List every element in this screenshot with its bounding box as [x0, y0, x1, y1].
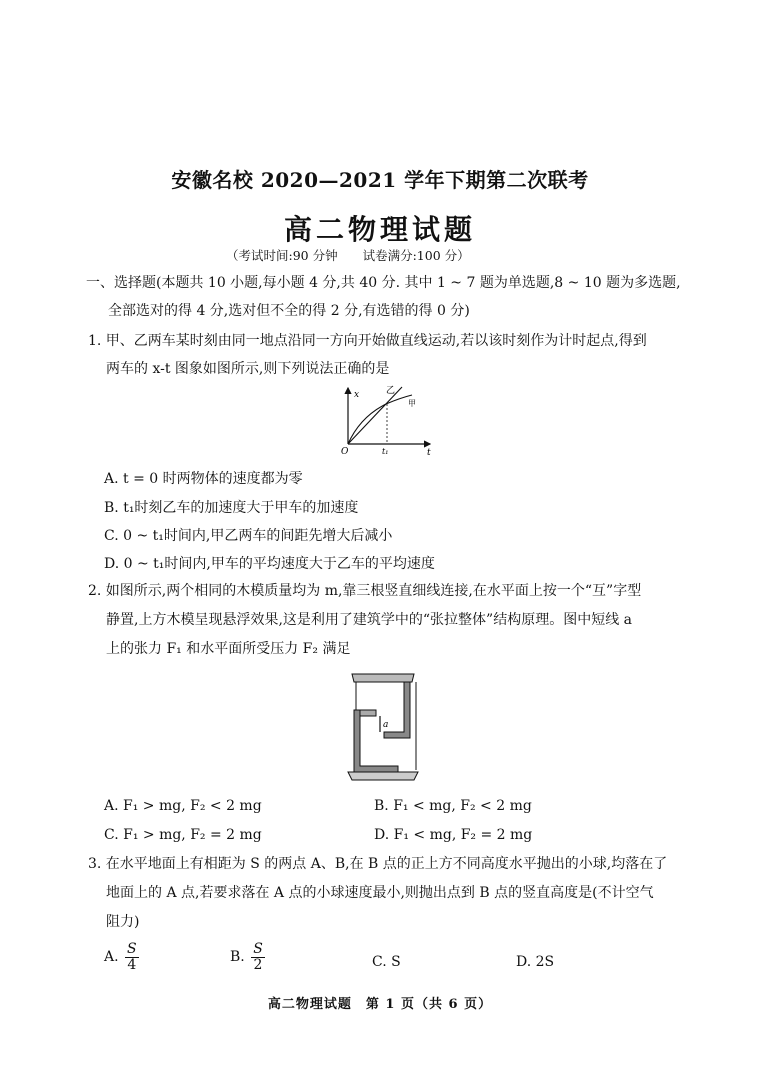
- top-plate: [352, 674, 414, 682]
- q3-option-b-denominator: 2: [253, 956, 263, 973]
- exam-title: 高二物理试题: [283, 213, 476, 246]
- q2-stem-line2: 静置,上方木模呈现悬浮效果,这是利用了建筑学中的“张拉整体”结构原理。图中短线 a: [106, 612, 633, 628]
- q2-option-b: B. F₁ < mg, F₂ < 2 mg: [374, 798, 532, 814]
- section-heading-line1: 一、选择题(本题共 10 小题,每小题 4 分,共 40 分. 其中 1 ~ 7 题为单选题,8 ~ 10 题为多选题,: [86, 275, 681, 291]
- lower-model-arm: [360, 710, 376, 716]
- q3-option-d: D. 2S: [516, 954, 555, 970]
- string-a-label: a: [383, 720, 389, 730]
- q2-option-c: C. F₁ > mg, F₂ = 2 mg: [104, 827, 262, 843]
- base-plate: [348, 772, 418, 780]
- q3-stem-line1: 3. 在水平地面上有相距为 S 的两点 A、B,在 B 点的正上方不同高度水平抛出的小球,均落在了: [88, 856, 668, 872]
- q1-option-a: A. t = 0 时两物体的速度都为零: [104, 471, 303, 487]
- q3-option-b-numerator: S: [253, 941, 263, 957]
- q3-option-a-fraction: [125, 942, 139, 972]
- q3-option-a-numerator: S: [127, 941, 137, 957]
- q2-tensegrity-figure: [342, 670, 426, 788]
- q3-stem-line2: 地面上的 A 点,若要求落在 A 点的小球速度最小,则抛出点到 B 点的竖直高度是(不计空气: [106, 885, 654, 901]
- q1-stem-line1: 1. 甲、乙两车某时刻由同一地点沿同一方向开始做直线运动,若以该时刻作为计时起点,得到: [88, 333, 647, 349]
- q2-stem-line3: 上的张力 F₁ 和水平面所受压力 F₂ 满足: [106, 641, 351, 657]
- q2-stem-line1: 2. 如图所示,两个相同的木模质量均为 m,靠三根竖直细线连接,在水平面上按一个“互”字型: [88, 583, 642, 599]
- q1-stem-line2: 两车的 x-t 图象如图所示,则下列说法正确的是: [106, 361, 390, 377]
- q3-option-b-fraction: [251, 942, 265, 972]
- q2-option-d: D. F₁ < mg, F₂ = 2 mg: [374, 827, 533, 843]
- lower-model: [354, 710, 398, 772]
- q3-option-b: [230, 942, 265, 972]
- q1-option-b: B. t₁时刻乙车的加速度大于甲车的加速度: [104, 500, 359, 516]
- x-axis-label: x: [354, 390, 360, 400]
- q3-option-b-prefix: B.: [230, 949, 245, 966]
- q2-option-a: A. F₁ > mg, F₂ < 2 mg: [104, 798, 262, 814]
- q3-option-a: [104, 942, 139, 972]
- q3-stem-line3: 阻力): [106, 914, 140, 930]
- t1-label: t₁: [382, 447, 389, 456]
- jia-curve: [348, 395, 412, 444]
- t-axis-label: t: [427, 448, 431, 458]
- section-heading-line2: 全部选对的得 4 分,选对但不全的得 2 分,有选错的得 0 分): [108, 303, 470, 319]
- q1-xt-graph: [330, 382, 440, 458]
- jia-label: 甲: [408, 399, 416, 408]
- yi-label: 乙: [386, 386, 396, 396]
- q3-option-a-prefix: A.: [104, 949, 119, 966]
- school-exam-name: 安徽名校 2020—2021 学年下期第二次联考: [171, 168, 589, 192]
- page-footer: 高二物理试题 第 1 页（共 6 页）: [267, 997, 493, 1012]
- q3-option-a-denominator: 4: [127, 956, 137, 973]
- origin-label: O: [341, 447, 349, 457]
- q1-option-d: D. 0 ~ t₁时间内,甲车的平均速度大于乙车的平均速度: [104, 556, 435, 572]
- q1-option-c: C. 0 ~ t₁时间内,甲乙两车的间距先增大后减小: [104, 528, 393, 544]
- q3-option-c: C. S: [372, 954, 401, 970]
- exam-info: （考试时间:90 分钟 试卷满分:100 分）: [226, 248, 470, 263]
